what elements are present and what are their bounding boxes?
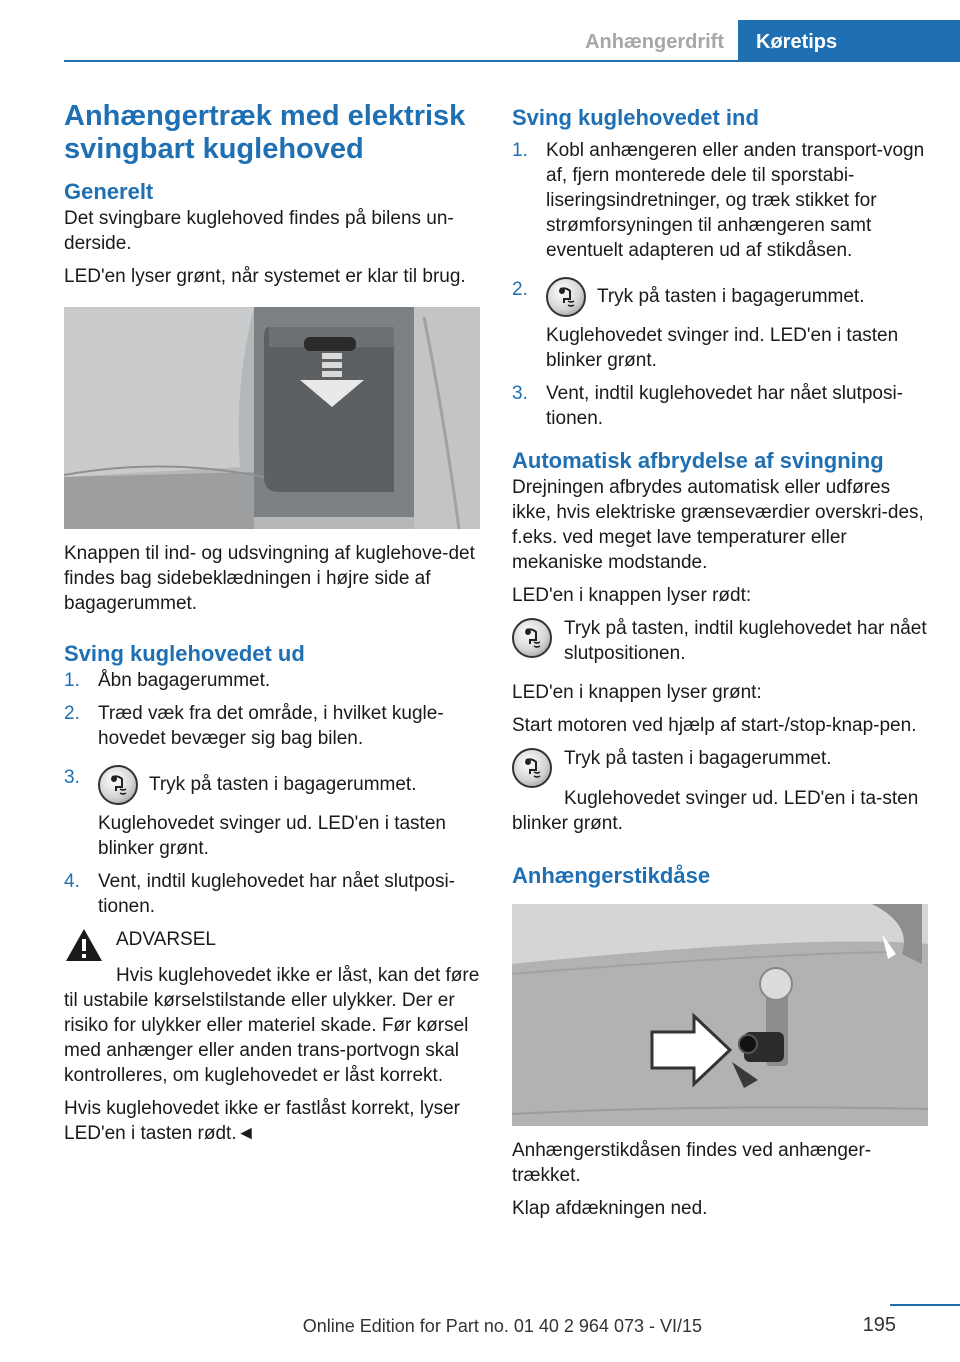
auto-stop-paragraph-2: LED'en i knappen lyser rødt:	[512, 585, 752, 606]
list-item: 3. Tryk på tasten i bagagerummet. Kuglehovedet svinger ud. LED'en i tasten blinker grønt.	[64, 767, 446, 859]
auto-stop-heading: Automatisk afbrydelse af svingning	[512, 448, 884, 473]
green-led-instruction: Tryk på tasten i bagagerummet.	[512, 746, 930, 788]
warning-triangle-icon	[64, 927, 104, 963]
swing-in-heading: Sving kuglehovedet ind	[512, 105, 759, 130]
general-paragraph-1: Det svingbare kuglehoved findes på bilens un-derside.	[64, 208, 454, 254]
trunk-button-illustration	[64, 307, 480, 529]
list-item: 3. Vent, indtil kuglehovedet har nået slutposi-tionen.	[512, 383, 904, 429]
left-column	[64, 100, 482, 1154]
general-paragraph-2: LED'en lyser grønt, når systemet er klar til brug.	[64, 266, 466, 287]
warning-box	[64, 927, 482, 1146]
warning-label: ADVARSEL	[116, 929, 216, 950]
page-number: 195	[862, 1314, 896, 1336]
socket-heading: Anhængerstikdåse	[512, 863, 711, 888]
list-item: 1. Kobl anhængeren eller anden transport-vogn af, fjern monterede dele til sporstabi-liseringsindretninger, og træk stikket for strømforsyningen til anhængeren samt eventuelt adapteren ud af stikdåsen.	[512, 140, 925, 261]
chapter-tab: Køretips	[738, 20, 960, 62]
tow-hitch-button-icon	[98, 765, 138, 805]
tow-hitch-button-icon	[546, 277, 586, 317]
illustration-caption: Knappen til ind- og udsvingning af kuglehove-det findes bag sidebeklædningen i højre side af bagagerummet.	[64, 543, 475, 614]
page-title: Anhængertræk med elektrisk svingbart kuglehoved	[64, 100, 466, 165]
auto-stop-result: Kuglehovedet svinger ud. LED'en i ta-sten blinker grønt.	[512, 788, 919, 834]
list-item: 2. Træd væk fra det område, i hvilket kugle-hovedet bevæger sig bag bilen.	[64, 703, 444, 749]
warning-paragraph-1: Hvis kuglehovedet ikke er låst, kan det føre til ustabile kørselstilstande eller ulykker. Der er risiko for ulykker eller materiel skade. Før kørsel med anhænger eller anden trans-portvogn skal kontrolleres, om kuglehovedet er låst korrekt.	[64, 965, 480, 1086]
swing-out-heading: Sving kuglehovedet ud	[64, 641, 305, 666]
trunk-illustration-svg	[64, 307, 480, 529]
auto-stop-paragraph-1: Drejningen afbrydes automatisk eller udføres ikke, hvis elektriske grænseværdier overskri-des, f.eks. ved meget lave temperaturer eller mekaniske modstande.	[512, 477, 924, 573]
auto-stop-paragraph-4: Start motoren ved hjælp af start-/stop-knap-pen.	[512, 715, 917, 736]
list-item: 4. Vent, indtil kuglehovedet har nået slutposi-tionen.	[64, 871, 456, 917]
socket-caption: Anhængerstikdåsen findes ved anhænger-trækket.	[512, 1140, 872, 1186]
trailer-socket-illustration	[512, 904, 928, 1126]
swing-out-steps	[64, 668, 482, 919]
tow-hitch-button-icon	[512, 748, 552, 788]
edition-text: Online Edition for Part no. 01 40 2 964 073 - VI/15	[302, 1316, 702, 1336]
section-tab: Anhængerdrift	[585, 31, 724, 53]
page-header	[64, 20, 960, 62]
red-led-instruction: Tryk på tasten, indtil kuglehovedet har nået slutpositionen.	[512, 616, 930, 666]
warning-paragraph-2: Hvis kuglehovedet ikke er fastlåst korrekt, lyser LED'en i tasten rødt.◄	[64, 1098, 460, 1144]
footer-rule	[890, 1304, 960, 1306]
right-column	[512, 104, 930, 1229]
auto-stop-paragraph-3: LED'en i knappen lyser grønt:	[512, 682, 762, 703]
general-heading: Generelt	[64, 179, 154, 204]
socket-paragraph-2: Klap afdækningen ned.	[512, 1198, 708, 1219]
list-item: 2. Tryk på tasten i bagagerummet. Kuglehovedet svinger ind. LED'en i tasten blinker grønt.	[512, 279, 899, 371]
socket-illustration-svg	[512, 904, 928, 1126]
list-item: 1. Åbn bagagerummet.	[64, 670, 271, 691]
swing-in-steps	[512, 138, 930, 431]
tow-hitch-button-icon	[512, 618, 552, 658]
